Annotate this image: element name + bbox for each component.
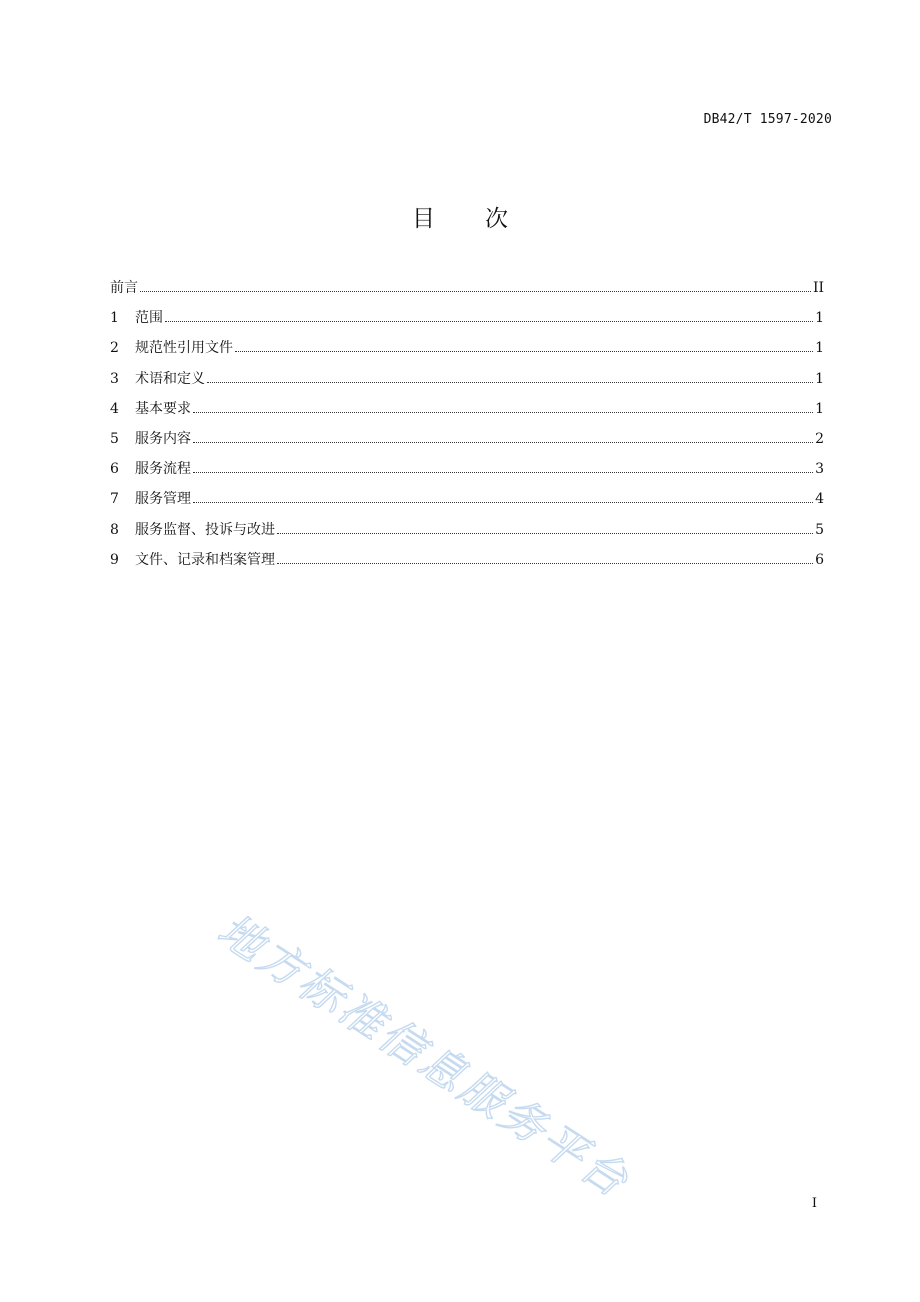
toc-entry-8[interactable]: [110, 520, 824, 550]
toc-entry-4[interactable]: [110, 399, 824, 429]
toc-title-part2: 次: [485, 206, 508, 232]
page-number: I: [811, 1196, 817, 1211]
toc-entry-text: 范围: [135, 310, 163, 327]
toc-entry-3[interactable]: [110, 369, 824, 399]
toc-entry-6[interactable]: [110, 459, 824, 489]
toc-entry-text: 服务管理: [135, 491, 191, 508]
toc-entry-number: 2: [110, 340, 119, 357]
toc-entry-number: 9: [110, 551, 119, 568]
toc-leader-dots: [277, 532, 813, 534]
toc-entry-text: 基本要求: [135, 400, 191, 417]
toc-entry-text: 前言: [110, 280, 138, 296]
toc-leader-dots: [193, 471, 813, 473]
toc-entry-text: 服务流程: [135, 461, 191, 478]
toc-entry-9[interactable]: [110, 550, 824, 580]
toc-entry-text: 服务监督、投诉与改进: [135, 521, 275, 538]
toc-leader-dots: [235, 350, 813, 352]
toc-entry-number: 8: [110, 521, 119, 538]
toc-entry-number: 4: [110, 400, 119, 417]
toc-title-part1: 目: [412, 206, 435, 232]
toc-entry-page: 2: [815, 430, 824, 447]
toc-leader-dots: [193, 441, 813, 443]
toc-entry-page: 4: [815, 491, 824, 508]
document-code: DB42/T 1597-2020: [703, 112, 832, 127]
toc-entry-number: 7: [110, 491, 119, 508]
toc-leader-dots: [207, 381, 813, 383]
toc-entry-number: 6: [110, 461, 119, 478]
toc-entry-page: 5: [815, 521, 824, 538]
toc-entry-page: II: [812, 280, 824, 296]
toc-entry-page: 3: [815, 461, 824, 478]
toc-leader-dots: [140, 290, 811, 292]
toc-leader-dots: [193, 411, 813, 413]
toc-leader-dots: [165, 320, 813, 322]
toc-entry-number: 3: [110, 370, 119, 387]
toc-entry-page: 1: [815, 400, 824, 417]
toc-leader-dots: [193, 501, 813, 503]
toc-title: [0, 200, 920, 233]
toc-entry-text: 术语和定义: [135, 370, 205, 387]
toc-entry-page: 1: [815, 340, 824, 357]
toc-entry-page: 1: [815, 310, 824, 327]
toc-entry-page: 6: [815, 551, 824, 568]
toc-entry-5[interactable]: [110, 429, 824, 459]
toc-entry-1[interactable]: [110, 308, 824, 338]
toc-entry-number: 1: [110, 310, 119, 327]
toc-entry-7[interactable]: [110, 489, 824, 519]
table-of-contents: [110, 278, 824, 580]
toc-entry-number: 5: [110, 430, 119, 447]
toc-leader-dots: [277, 562, 813, 564]
toc-entry-text: 规范性引用文件: [135, 340, 233, 357]
toc-entry-2[interactable]: [110, 338, 824, 368]
toc-entry-foreword[interactable]: [110, 278, 824, 308]
toc-entry-text: 服务内容: [135, 430, 191, 447]
toc-entry-text: 文件、记录和档案管理: [135, 551, 275, 568]
toc-entry-page: 1: [815, 370, 824, 387]
watermark: 地方标准信息服务平台: [208, 904, 639, 1209]
